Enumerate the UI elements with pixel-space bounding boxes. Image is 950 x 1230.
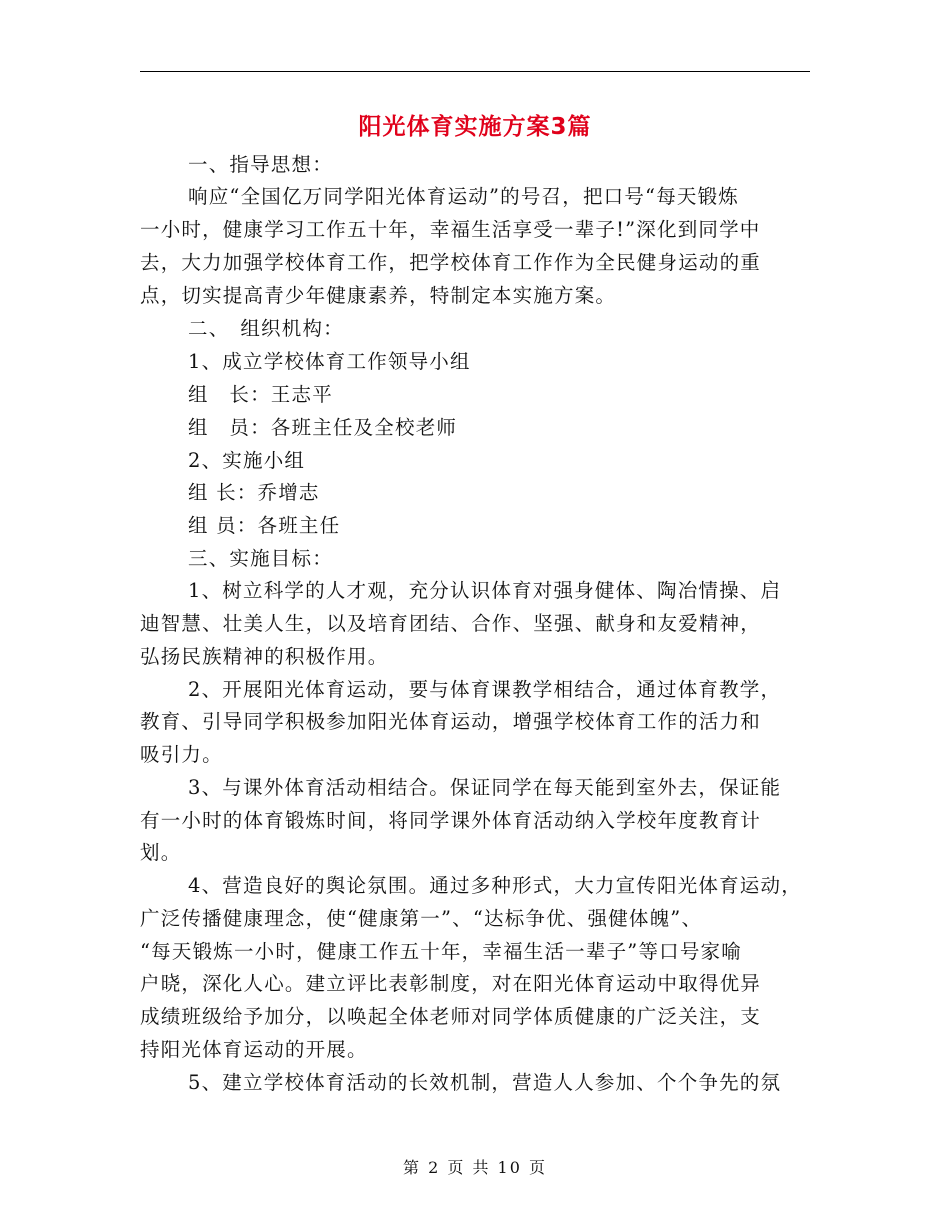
paragraph-line: 持阳光体育运动的开展。 bbox=[140, 1038, 368, 1061]
paragraph-line: 组 员：各班主任及全校老师 bbox=[188, 416, 458, 439]
paragraph-line: 户晓，深化人心。建立评比表彰制度，对在阳光体育运动中取得优异 bbox=[140, 972, 762, 995]
paragraph-line: 5、建立学校体育活动的长效机制，营造人人参加、个个争先的氛 bbox=[188, 1071, 782, 1094]
paragraph-line: 组 员：各班主任 bbox=[188, 514, 341, 537]
paragraph-line: 4、营造良好的舆论氛围。通过多种形式，大力宣传阳光体育运动， bbox=[188, 874, 802, 897]
page-number-footer: 第 2 页 共 10 页 bbox=[403, 1158, 547, 1177]
paragraph-line: 1、成立学校体育工作领导小组 bbox=[188, 350, 471, 373]
header-rule bbox=[140, 71, 810, 72]
document-title: 阳光体育实施方案3篇 bbox=[358, 114, 592, 140]
paragraph-line: 一、指导思想： bbox=[188, 153, 333, 176]
paragraph-line: 点，切实提高青少年健康素养，特制定本实施方案。 bbox=[140, 284, 617, 307]
paragraph-line: 2、实施小组 bbox=[188, 449, 306, 472]
paragraph-line: 有一小时的体育锻炼时间，将同学课外体育活动纳入学校年度教育计 bbox=[140, 809, 762, 832]
paragraph-line: 组 长：王志平 bbox=[188, 383, 333, 406]
paragraph-line: 一小时，健康学习工作五十年，幸福生活享受一辈子!”深化到同学中 bbox=[140, 218, 761, 241]
paragraph-line: 二、 组织机构： bbox=[188, 317, 344, 340]
paragraph-line: 三、实施目标： bbox=[188, 547, 333, 570]
paragraph-line: 弘扬民族精神的积极作用。 bbox=[140, 645, 389, 668]
paragraph-line: 3、与课外体育活动相结合。保证同学在每天能到室外去，保证能 bbox=[188, 776, 782, 799]
paragraph-line: “每天锻炼一小时，健康工作五十年，幸福生活一辈子”等口号家喻 bbox=[140, 940, 742, 963]
paragraph-line: 迪智慧、壮美人生，以及培育团结、合作、坚强、献身和友爱精神， bbox=[140, 612, 762, 635]
paragraph-line: 组 长：乔增志 bbox=[188, 481, 320, 504]
paragraph-line: 教育、引导同学积极参加阳光体育运动，增强学校体育工作的活力和 bbox=[140, 710, 762, 733]
paragraph-line: 去，大力加强学校体育工作，把学校体育工作作为全民健身运动的重 bbox=[140, 251, 762, 274]
paragraph-line: 1、树立科学的人才观，充分认识体育对强身健体、陶冶情操、启 bbox=[188, 579, 782, 602]
paragraph-line: 响应“全国亿万同学阳光体育运动”的号召，把口号“每天锻炼 bbox=[188, 185, 740, 208]
paragraph-line: 划。 bbox=[140, 841, 182, 864]
paragraph-line: 成绩班级给予加分，以唤起全体老师对同学体质健康的广泛关注，支 bbox=[140, 1005, 762, 1028]
paragraph-line: 吸引力。 bbox=[140, 743, 223, 766]
paragraph-line: 广泛传播健康理念，使“健康第一”、“达标争优、强健体魄”、 bbox=[140, 907, 703, 930]
paragraph-line: 2、开展阳光体育运动，要与体育课教学相结合，通过体育教学， bbox=[188, 678, 782, 701]
